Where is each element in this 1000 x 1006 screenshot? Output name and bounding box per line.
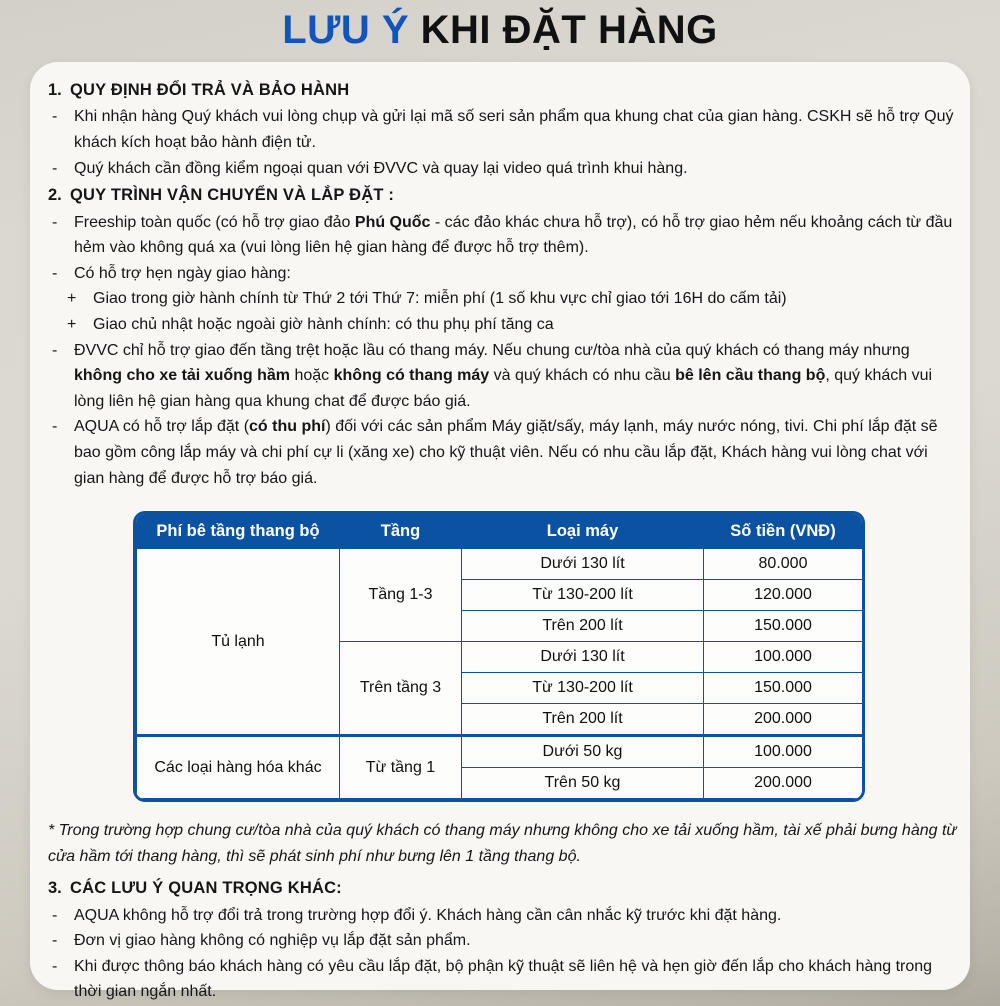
section-number: 3. (48, 879, 62, 898)
bullet-marker: - (52, 213, 58, 231)
table-cell: Trên tầng 3 (340, 642, 462, 736)
list-item-text (74, 903, 958, 929)
section-return-warranty (40, 77, 958, 181)
bullet-marker: + (67, 315, 77, 333)
list-item-text (74, 954, 958, 1005)
text-segment: Freeship toàn quốc (có hỗ trợ giao đảo (74, 213, 355, 231)
text-segment: Khi được thông báo khách hàng có yêu cầu lắp đặt, bộ phận kỹ thuật sẽ liên hệ và hẹn giờ đến lắp cho khách hàng trong thời gian ngắn nhất. (74, 957, 933, 1001)
list-item (40, 903, 958, 929)
text-segment: Quý khách cần đồng kiểm ngoại quan với ĐVVC và quay lại video quá trình khui hàng. (74, 159, 688, 177)
section-other-notes (40, 875, 958, 1005)
bullet-marker: - (52, 957, 58, 975)
section-title: CÁC LƯU Ý QUAN TRỌNG KHÁC: (70, 879, 342, 898)
fee-table-head (137, 515, 863, 549)
bullet-marker: - (52, 418, 58, 436)
text-segment: Có hỗ trợ hẹn ngày giao hàng: (74, 264, 291, 282)
table-header-cell: Số tiền (VNĐ) (704, 515, 863, 549)
text-segment: không có thang máy (333, 367, 490, 385)
footnote: * Trong trường hợp chung cư/tòa nhà của quý khách có thang máy nhưng không cho xe tải xuống hầm, tài xế phải bưng hàng từ cửa hầm tới thang hàng, thì sẽ phát sinh phí như bưng lên 1 tầng thang bộ. (48, 822, 957, 865)
page-title (0, 6, 1000, 54)
bullet-marker: - (52, 264, 58, 282)
table-cell: Các loại hàng hóa khác (137, 736, 340, 799)
text-segment: AQUA không hỗ trợ đổi trả trong trường hợp đổi ý. Khách hàng cần cân nhắc kỹ trước khi đặt hàng. (74, 906, 782, 924)
list-item-text (74, 928, 958, 954)
table-cell: Tủ lạnh (137, 549, 340, 736)
table-header-cell: Loại máy (462, 515, 704, 549)
text-segment: Đơn vị giao hàng không có nghiệp vụ lắp đặt sản phẩm. (74, 932, 471, 950)
list-item-text (74, 104, 958, 155)
title-rest: KHI ĐẶT HÀNG (409, 8, 718, 52)
list-item-text (93, 312, 958, 338)
text-segment: Khi nhận hàng Quý khách vui lòng chụp và gửi lại mã số seri sản phẩm qua khung chat của gian hàng. CSKH sẽ hỗ trợ Quý khách kích hoạt bảo hành điện tử. (74, 108, 954, 151)
bullet-marker: + (67, 290, 77, 308)
list-item (40, 954, 958, 1005)
bullet-marker: - (52, 341, 58, 359)
list-item (40, 104, 958, 155)
table-cell: Dưới 50 kg (462, 736, 704, 768)
list-item (40, 338, 958, 415)
list-item-text (74, 261, 958, 287)
table-cell: 150.000 (704, 611, 863, 642)
table-cell: Từ 130-200 lít (462, 673, 704, 704)
fee-table-body (137, 549, 863, 799)
section-items (40, 104, 958, 181)
section-items (40, 903, 958, 1005)
notes-card (30, 62, 970, 1001)
table-cell: 150.000 (704, 673, 863, 704)
text-segment: AQUA có hỗ trợ lắp đặt ( (74, 418, 250, 436)
list-item-text (74, 414, 958, 491)
table-cell: 100.000 (704, 736, 863, 768)
table-cell: Từ 130-200 lít (462, 580, 704, 611)
stair-carry-fee-table (136, 514, 863, 799)
table-cell: 200.000 (704, 704, 863, 736)
table-cell: Từ tầng 1 (340, 736, 462, 799)
table-cell: 100.000 (704, 642, 863, 673)
list-item-text (74, 156, 958, 182)
text-segment: ) đối với các sản phẩm Máy giặt/sấy, máy lạnh, máy nước nóng, tivi. Chi phí lắp đặt sẽ bao gồm công lắp máy và chi phí cự li (xăng xe) cho kỹ thuật viên. Nếu có nhu cầu lắp đặt, Khách hàng vui lòng chat với gian hàng để được hỗ trợ báo giá. (74, 418, 938, 487)
section-number: 2. (48, 186, 62, 205)
text-segment: Phú Quốc (354, 213, 431, 231)
list-item (40, 261, 958, 287)
table-cell: Trên 50 kg (462, 768, 704, 799)
text-segment: không cho xe tải xuống hầm (74, 367, 291, 385)
text-segment: và quý khách có nhu cầu (489, 367, 676, 385)
list-item (40, 156, 958, 182)
list-item-text (74, 210, 958, 261)
table-cell: Dưới 130 lít (462, 642, 704, 673)
table-cell: Trên 200 lít (462, 704, 704, 736)
list-item-text (93, 286, 958, 312)
text-segment: bê lên cầu thang bộ (675, 367, 826, 385)
table-cell: Dưới 130 lít (462, 549, 704, 580)
table-cell: 200.000 (704, 768, 863, 799)
title-highlight: LƯU Ý (282, 8, 410, 52)
table-header-cell: Phí bê tầng thang bộ (137, 515, 340, 549)
table-cell: 120.000 (704, 580, 863, 611)
list-item (40, 286, 958, 312)
text-segment: hoặc (290, 367, 334, 385)
table-header-cell: Tầng (340, 515, 462, 549)
table-cell: Tầng 1-3 (340, 549, 462, 642)
list-item (40, 312, 958, 338)
section-shipping-installation (40, 182, 958, 491)
text-segment: ĐVVC chỉ hỗ trợ giao đến tầng trệt hoặc lầu có thang máy. Nếu chung cư/tòa nhà của quý khách có thang máy nhưng (74, 341, 910, 359)
text-segment: Giao chủ nhật hoặc ngoài giờ hành chính: có thu phụ phí tăng ca (93, 315, 554, 333)
table-cell: 80.000 (704, 549, 863, 580)
section-heading (40, 182, 958, 208)
table-row (137, 549, 863, 580)
section-number: 1. (48, 81, 62, 99)
list-item (40, 414, 958, 491)
text-segment: có thu phí (249, 418, 326, 436)
list-item-text (74, 338, 958, 415)
section-heading (40, 77, 958, 103)
table-cell: Trên 200 lít (462, 611, 704, 642)
list-item (40, 928, 958, 954)
list-item (40, 210, 958, 261)
text-segment: - các đảo khác chưa hỗ trợ), có hỗ trợ giao hẻm nếu khoảng cách từ đầu hẻm vào không quá xa (vui lòng liên hệ gian hàng để được hỗ trợ thêm). (74, 213, 953, 257)
bullet-marker: - (52, 906, 58, 924)
bullet-marker: - (52, 159, 58, 177)
bullet-marker: - (52, 932, 58, 950)
text-segment: Giao trong giờ hành chính từ Thứ 2 tới Thứ 7: miễn phí (1 số khu vực chỉ giao tới 16H do cấm tải) (93, 290, 787, 308)
table-row (137, 736, 863, 768)
bullet-marker: - (52, 108, 58, 126)
section-title: QUY ĐỊNH ĐỔI TRẢ VÀ BẢO HÀNH (70, 81, 350, 99)
section-heading (40, 875, 958, 901)
stair-carry-fee-table-wrap (133, 511, 865, 802)
section-title: QUY TRÌNH VẬN CHUYỂN VÀ LẮP ĐẶT : (70, 186, 395, 205)
section-items (40, 210, 958, 492)
text-segment: , quý khách vui lòng liên hệ gian hàng qua khung chat để được báo giá. (74, 367, 933, 410)
